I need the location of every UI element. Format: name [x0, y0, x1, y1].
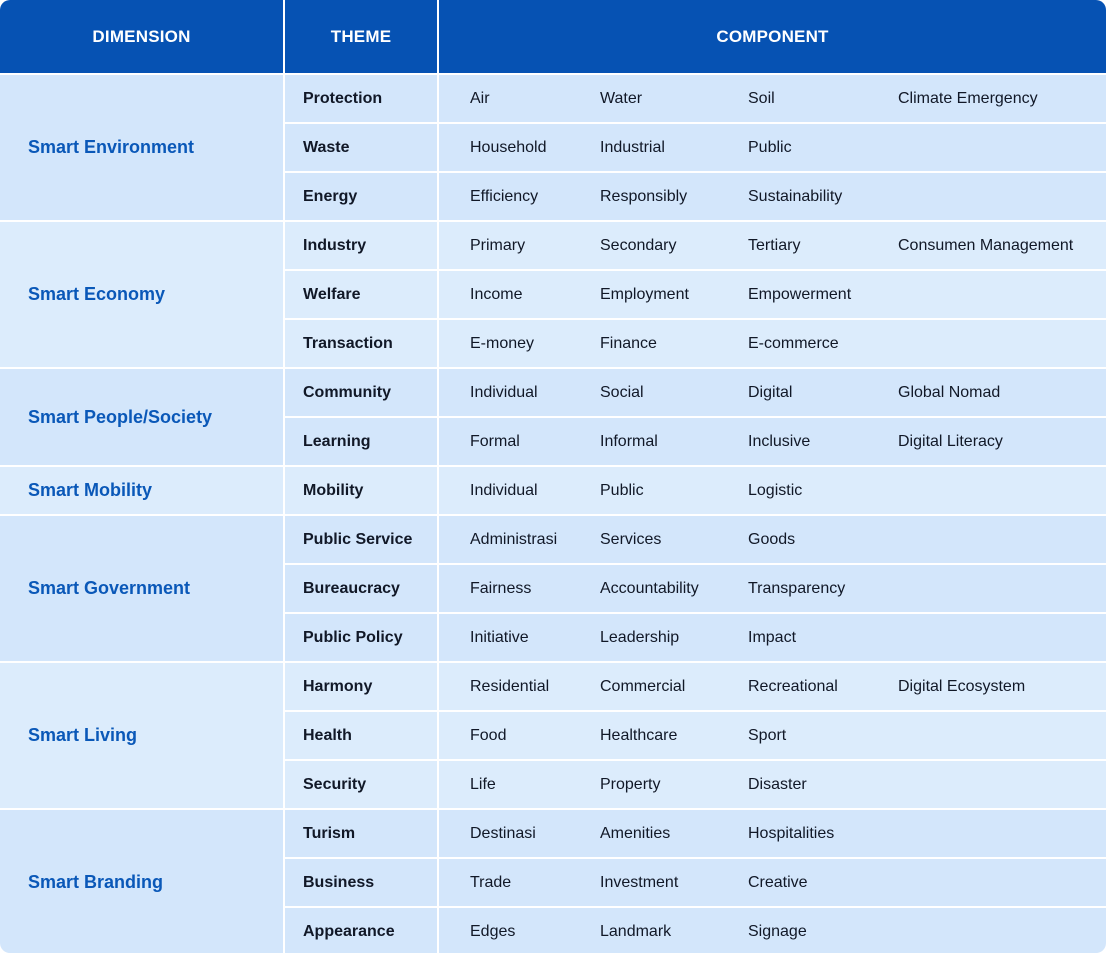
- component-item: Residential: [470, 677, 550, 695]
- component-item: Transparency: [748, 579, 846, 597]
- component-item: Food: [470, 726, 507, 744]
- component-item: Signage: [748, 922, 807, 940]
- component-item: Responsibly: [600, 187, 688, 205]
- component-row: [439, 761, 1106, 808]
- component-item: Life: [470, 775, 496, 793]
- component-item: Social: [600, 383, 644, 401]
- dimension-cell: Smart Mobility: [0, 467, 283, 514]
- component-item: Sustainability: [748, 187, 843, 205]
- component-item: Initiative: [470, 628, 529, 646]
- component-row: [439, 369, 1106, 416]
- component-item: Consumen Management: [898, 236, 1074, 254]
- component-item: Secondary: [600, 236, 677, 254]
- header-dimension: DIMENSION: [0, 0, 283, 73]
- component-item: Services: [600, 530, 662, 548]
- header-theme: THEME: [285, 0, 437, 73]
- component-row: [439, 810, 1106, 857]
- component-item: Digital: [748, 383, 793, 401]
- component-item: Public: [600, 481, 644, 499]
- component-item: Creative: [748, 873, 808, 891]
- component-item: Water: [600, 89, 643, 107]
- component-item: Hospitalities: [748, 824, 835, 842]
- component-item: Individual: [470, 383, 538, 401]
- theme-cell: Bureaucracy: [285, 565, 437, 612]
- component-item: Fairness: [470, 579, 532, 597]
- dimension-cell: Smart Branding: [0, 810, 283, 953]
- component-item: Leadership: [600, 628, 680, 646]
- component-item: Investment: [600, 873, 679, 891]
- dimension-cell: Smart Economy: [0, 222, 283, 367]
- component-item: Destinasi: [470, 824, 536, 842]
- header-component: COMPONENT: [439, 0, 1106, 73]
- component-row: [439, 614, 1106, 661]
- component-item: Employment: [600, 285, 689, 303]
- component-item: Administrasi: [470, 530, 558, 548]
- component-item: Goods: [748, 530, 796, 548]
- component-row: [439, 516, 1106, 563]
- theme-cell: Industry: [285, 222, 437, 269]
- component-item: Tertiary: [748, 236, 801, 254]
- theme-cell: Harmony: [285, 663, 437, 710]
- component-item: Logistic: [748, 481, 803, 499]
- component-row: [439, 467, 1106, 514]
- component-item: Amenities: [600, 824, 671, 842]
- theme-cell: Transaction: [285, 320, 437, 367]
- component-item: Income: [470, 285, 523, 303]
- component-row: [439, 124, 1106, 171]
- component-item: Trade: [470, 873, 512, 891]
- component-item: Inclusive: [748, 432, 811, 450]
- component-item: Commercial: [600, 677, 686, 695]
- component-item: Efficiency: [470, 187, 539, 205]
- component-row: [439, 271, 1106, 318]
- component-item: E-money: [470, 334, 535, 352]
- theme-cell: Mobility: [285, 467, 437, 514]
- component-item: Recreational: [748, 677, 838, 695]
- component-item: Public: [748, 138, 792, 156]
- theme-cell: Public Policy: [285, 614, 437, 661]
- component-row: [439, 712, 1106, 759]
- component-item: Digital Literacy: [898, 432, 1003, 450]
- dimension-cell: Smart Government: [0, 516, 283, 661]
- component-item: Sport: [748, 726, 787, 744]
- component-item: Property: [600, 775, 661, 793]
- component-row: [439, 859, 1106, 906]
- dimension-cell: Smart People/Society: [0, 369, 283, 465]
- component-item: Global Nomad: [898, 383, 1001, 401]
- theme-cell: Health: [285, 712, 437, 759]
- component-item: Empowerment: [748, 285, 852, 303]
- dimension-cell: Smart Environment: [0, 75, 283, 220]
- component-item: Primary: [470, 236, 526, 254]
- component-row: [439, 418, 1106, 465]
- theme-cell: Business: [285, 859, 437, 906]
- component-item: Edges: [470, 922, 516, 940]
- component-item: Healthcare: [600, 726, 678, 744]
- theme-cell: Welfare: [285, 271, 437, 318]
- component-row: [439, 663, 1106, 710]
- theme-cell: Community: [285, 369, 437, 416]
- component-item: Informal: [600, 432, 658, 450]
- component-item: Accountability: [600, 579, 699, 597]
- component-row: [439, 173, 1106, 220]
- component-item: Digital Ecosystem: [898, 677, 1026, 695]
- component-row: [439, 75, 1106, 122]
- theme-cell: Security: [285, 761, 437, 808]
- theme-cell: Protection: [285, 75, 437, 122]
- theme-cell: Public Service: [285, 516, 437, 563]
- component-item: Household: [470, 138, 547, 156]
- component-item: Finance: [600, 334, 657, 352]
- component-item: Landmark: [600, 922, 672, 940]
- component-row: [439, 908, 1106, 953]
- theme-cell: Energy: [285, 173, 437, 220]
- component-item: E-commerce: [748, 334, 839, 352]
- component-item: Formal: [470, 432, 520, 450]
- component-item: Soil: [748, 89, 775, 107]
- component-item: Individual: [470, 481, 538, 499]
- component-item: Climate Emergency: [898, 89, 1038, 107]
- component-row: [439, 222, 1106, 269]
- theme-cell: Turism: [285, 810, 437, 857]
- component-item: Air: [470, 89, 490, 107]
- component-item: Industrial: [600, 138, 665, 156]
- component-item: Impact: [748, 628, 797, 646]
- theme-cell: Learning: [285, 418, 437, 465]
- component-row: [439, 320, 1106, 367]
- component-item: Disaster: [748, 775, 807, 793]
- theme-cell: Appearance: [285, 908, 437, 953]
- component-row: [439, 565, 1106, 612]
- dimension-cell: Smart Living: [0, 663, 283, 808]
- theme-cell: Waste: [285, 124, 437, 171]
